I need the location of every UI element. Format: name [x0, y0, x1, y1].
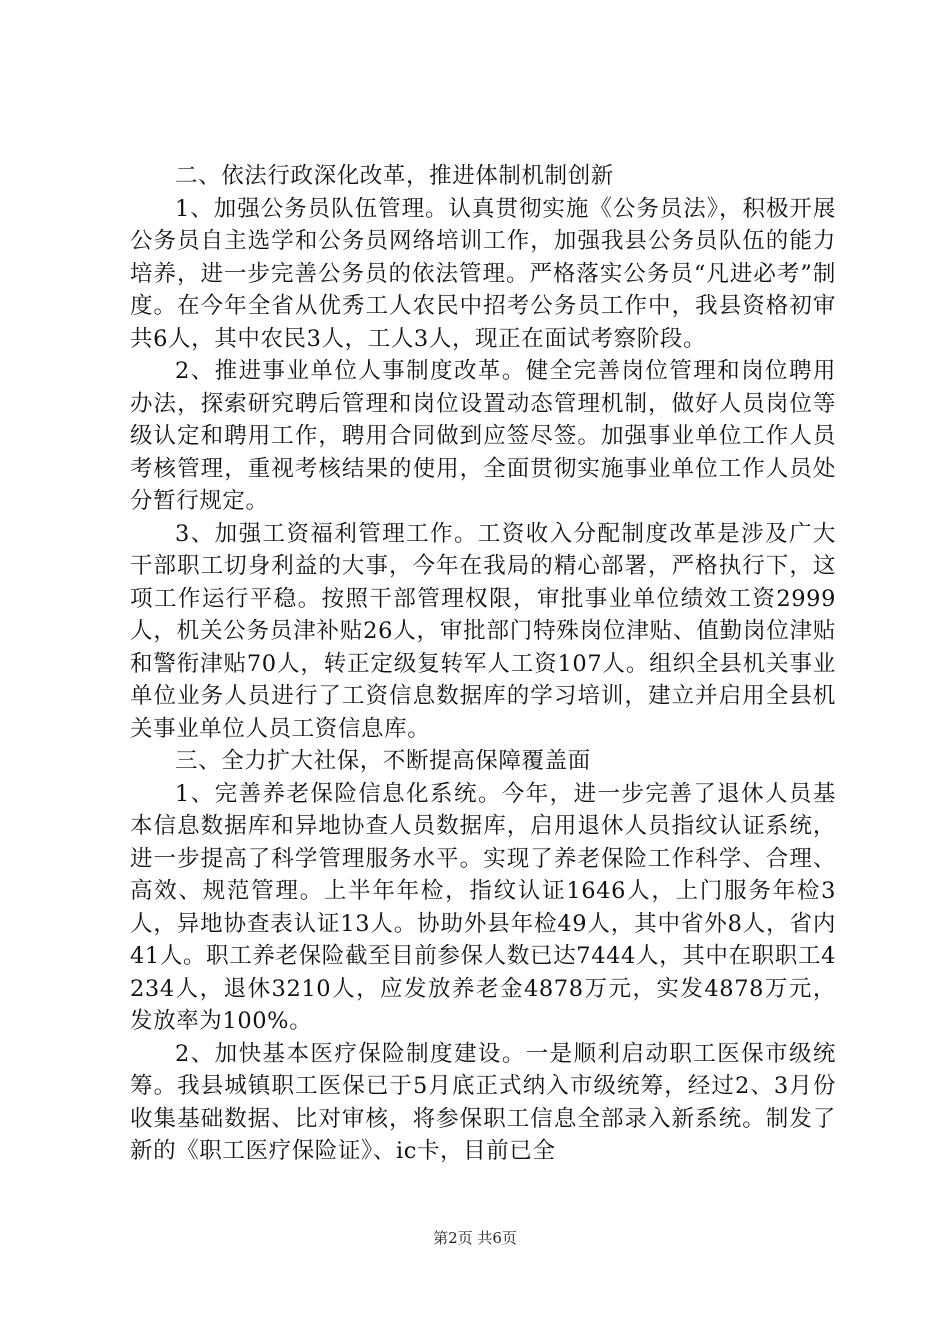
body-paragraph: 2、加快基本医疗保险制度建设。一是顺利启动职工医保市级统筹。我县城镇职工医保已于5月底正式纳入市级统筹，经过2、3月份收集基础数据、比对审核，将参保职工信息全部录入新系统。制发了新的《职工医疗保险证》、ic卡，目前已全 [130, 1040, 836, 1164]
body-paragraph: 1、加强公务员队伍管理。认真贯彻实施《公务员法》，积极开展公务员自主选学和公务员网络培训工作，加强我县公务员队伍的能力培养，进一步完善公务员的依法管理。严格落实公务员“凡进必考”制度。在今年全省从优秀工人农民中招考公务员工作中，我县资格初审共6人，其中农民3人，工人3人，现正在面试考察阶段。 [130, 195, 836, 352]
body-paragraph: 1、完善养老保险信息化系统。今年，进一步完善了退休人员基本信息数据库和异地协查人员数据库，启用退休人员指纹认证系统，进一步提高了科学管理服务水平。实现了养老保险工作科学、合理、高效、规范管理。上半年年检，指纹认证1646人，上门服务年检3人，异地协查表认证13人。协助外县年检49人，其中省外8人，省内41人。职工养老保险截至目前参保人数已达7444人，其中在职职工4234人，退休3210人，应发放养老金4878万元，实发4878万元，发放率为100%。 [130, 780, 836, 1034]
page-number-footer: 第2页 共6页 [433, 1229, 517, 1247]
body-paragraph: 3、加强工资福利管理工作。工资收入分配制度改革是涉及广大干部职工切身利益的大事，今年在我局的精心部署，严格执行下，这项工作运行平稳。按照干部管理权限，审批事业单位绩效工资2999人，机关公务员津补贴26人，审批部门特殊岗位津贴、值勤岗位津贴和警衔津贴70人，转正定级复转军人工资107人。组织全县机关事业单位业务人员进行了工资信息数据库的学习培训，建立并启用全县机关事业单位人员工资信息库。 [130, 520, 836, 742]
document-body [130, 160, 836, 1168]
body-paragraph: 2、推进事业单位人事制度改革。健全完善岗位管理和岗位聘用办法，探索研究聘后管理和岗位设置动态管理机制，做好人员岗位等级认定和聘用工作，聘用合同做到应签尽签。加强事业单位工作人员考核管理，重视考核结果的使用，全面贯彻实施事业单位工作人员处分暂行规定。 [130, 358, 836, 514]
section-heading-2: 二、依法行政深化改革，推进体制机制创新 [175, 163, 614, 189]
section-heading-3: 三、全力扩大社保，不断提高保障覆盖面 [175, 748, 591, 774]
